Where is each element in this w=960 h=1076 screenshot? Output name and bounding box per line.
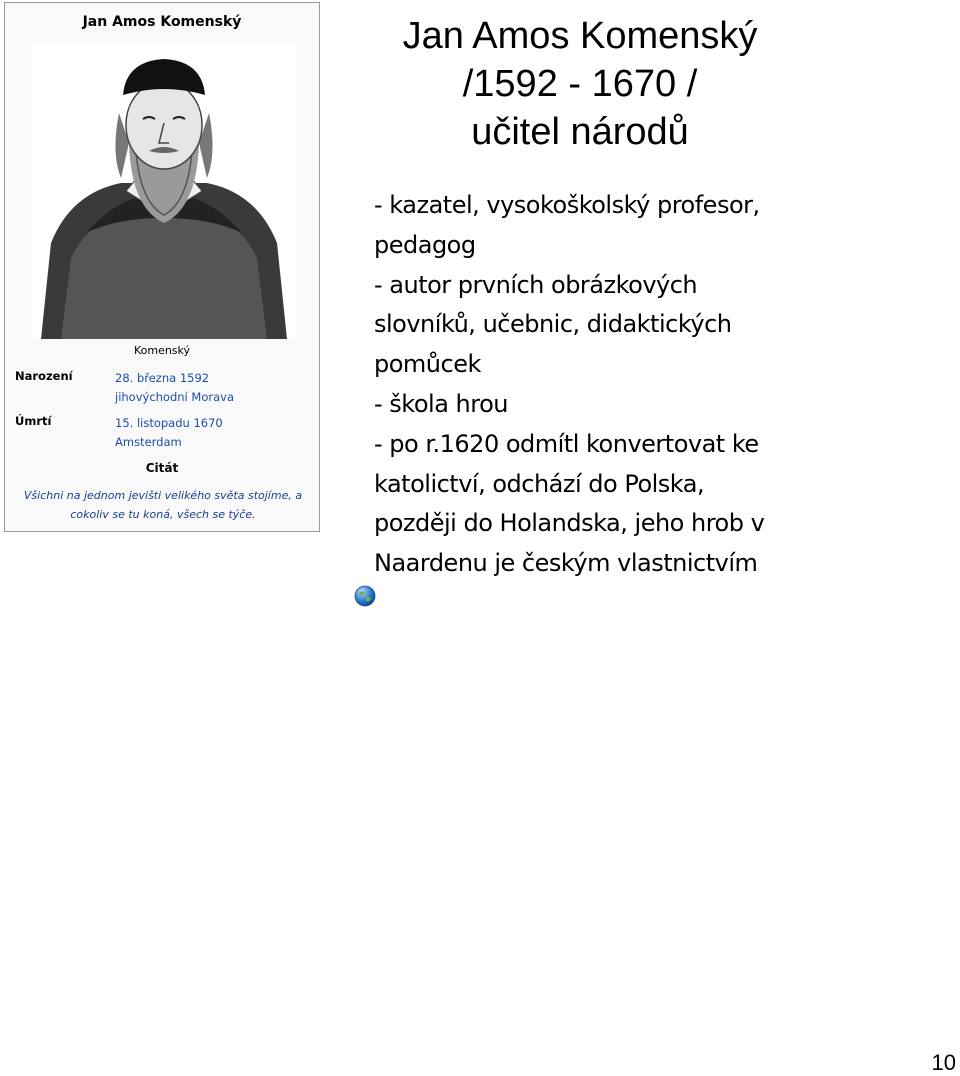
- quote-heading: Citát: [145, 461, 179, 475]
- death-label: Úmrtí: [15, 414, 52, 428]
- body-line: - škola hrou: [374, 389, 508, 418]
- birth-date-link[interactable]: 28. března 1592: [115, 371, 210, 385]
- body-line: - kazatel, vysokoškolský profesor,: [374, 191, 760, 219]
- birth-label: Narození: [15, 369, 73, 383]
- body-line: pedagog: [374, 230, 476, 259]
- body-line: pomůcek: [374, 350, 481, 379]
- body-line: katolictví, odchází do Polska,: [374, 469, 705, 498]
- body-line: později do Holandska, jeho hrob v: [374, 509, 765, 538]
- birth-value: [115, 369, 234, 407]
- globe-icon[interactable]: [354, 585, 376, 607]
- quote-line-2: cokoliv se tu koná, všech se týče.: [70, 508, 256, 521]
- body-line: - po r.1620 odmítl konvertovat ke: [374, 429, 759, 458]
- portrait-caption: Komenský: [133, 344, 191, 357]
- title-line-1: Jan Amos Komenský: [402, 15, 758, 57]
- portrait-engraving: [31, 43, 297, 339]
- body-line: - autor prvních obrázkových: [374, 270, 698, 299]
- infobox-title: Jan Amos Komenský: [82, 14, 242, 30]
- death-value: [115, 414, 223, 452]
- body-line: Naardenu je českým vlastnictvím: [374, 549, 758, 578]
- death-place-link[interactable]: Amsterdam: [115, 435, 182, 449]
- slide-title: [350, 12, 810, 156]
- birth-place-link[interactable]: jihovýchodní Morava: [115, 390, 234, 404]
- quote-text: [13, 486, 313, 524]
- infobox: [4, 2, 320, 532]
- body-line: slovníků, učebnic, didaktických: [374, 310, 732, 339]
- page-number: 10: [931, 1050, 956, 1075]
- death-date-link[interactable]: 15. listopadu 1670: [115, 416, 223, 430]
- title-line-2: /1592 - 1670 /: [462, 63, 698, 105]
- body-text: [374, 186, 844, 584]
- title-line-3: učitel národů: [471, 111, 689, 153]
- quote-line-1: Všichni na jednom jevišti velikého světa stojíme, a: [23, 489, 303, 502]
